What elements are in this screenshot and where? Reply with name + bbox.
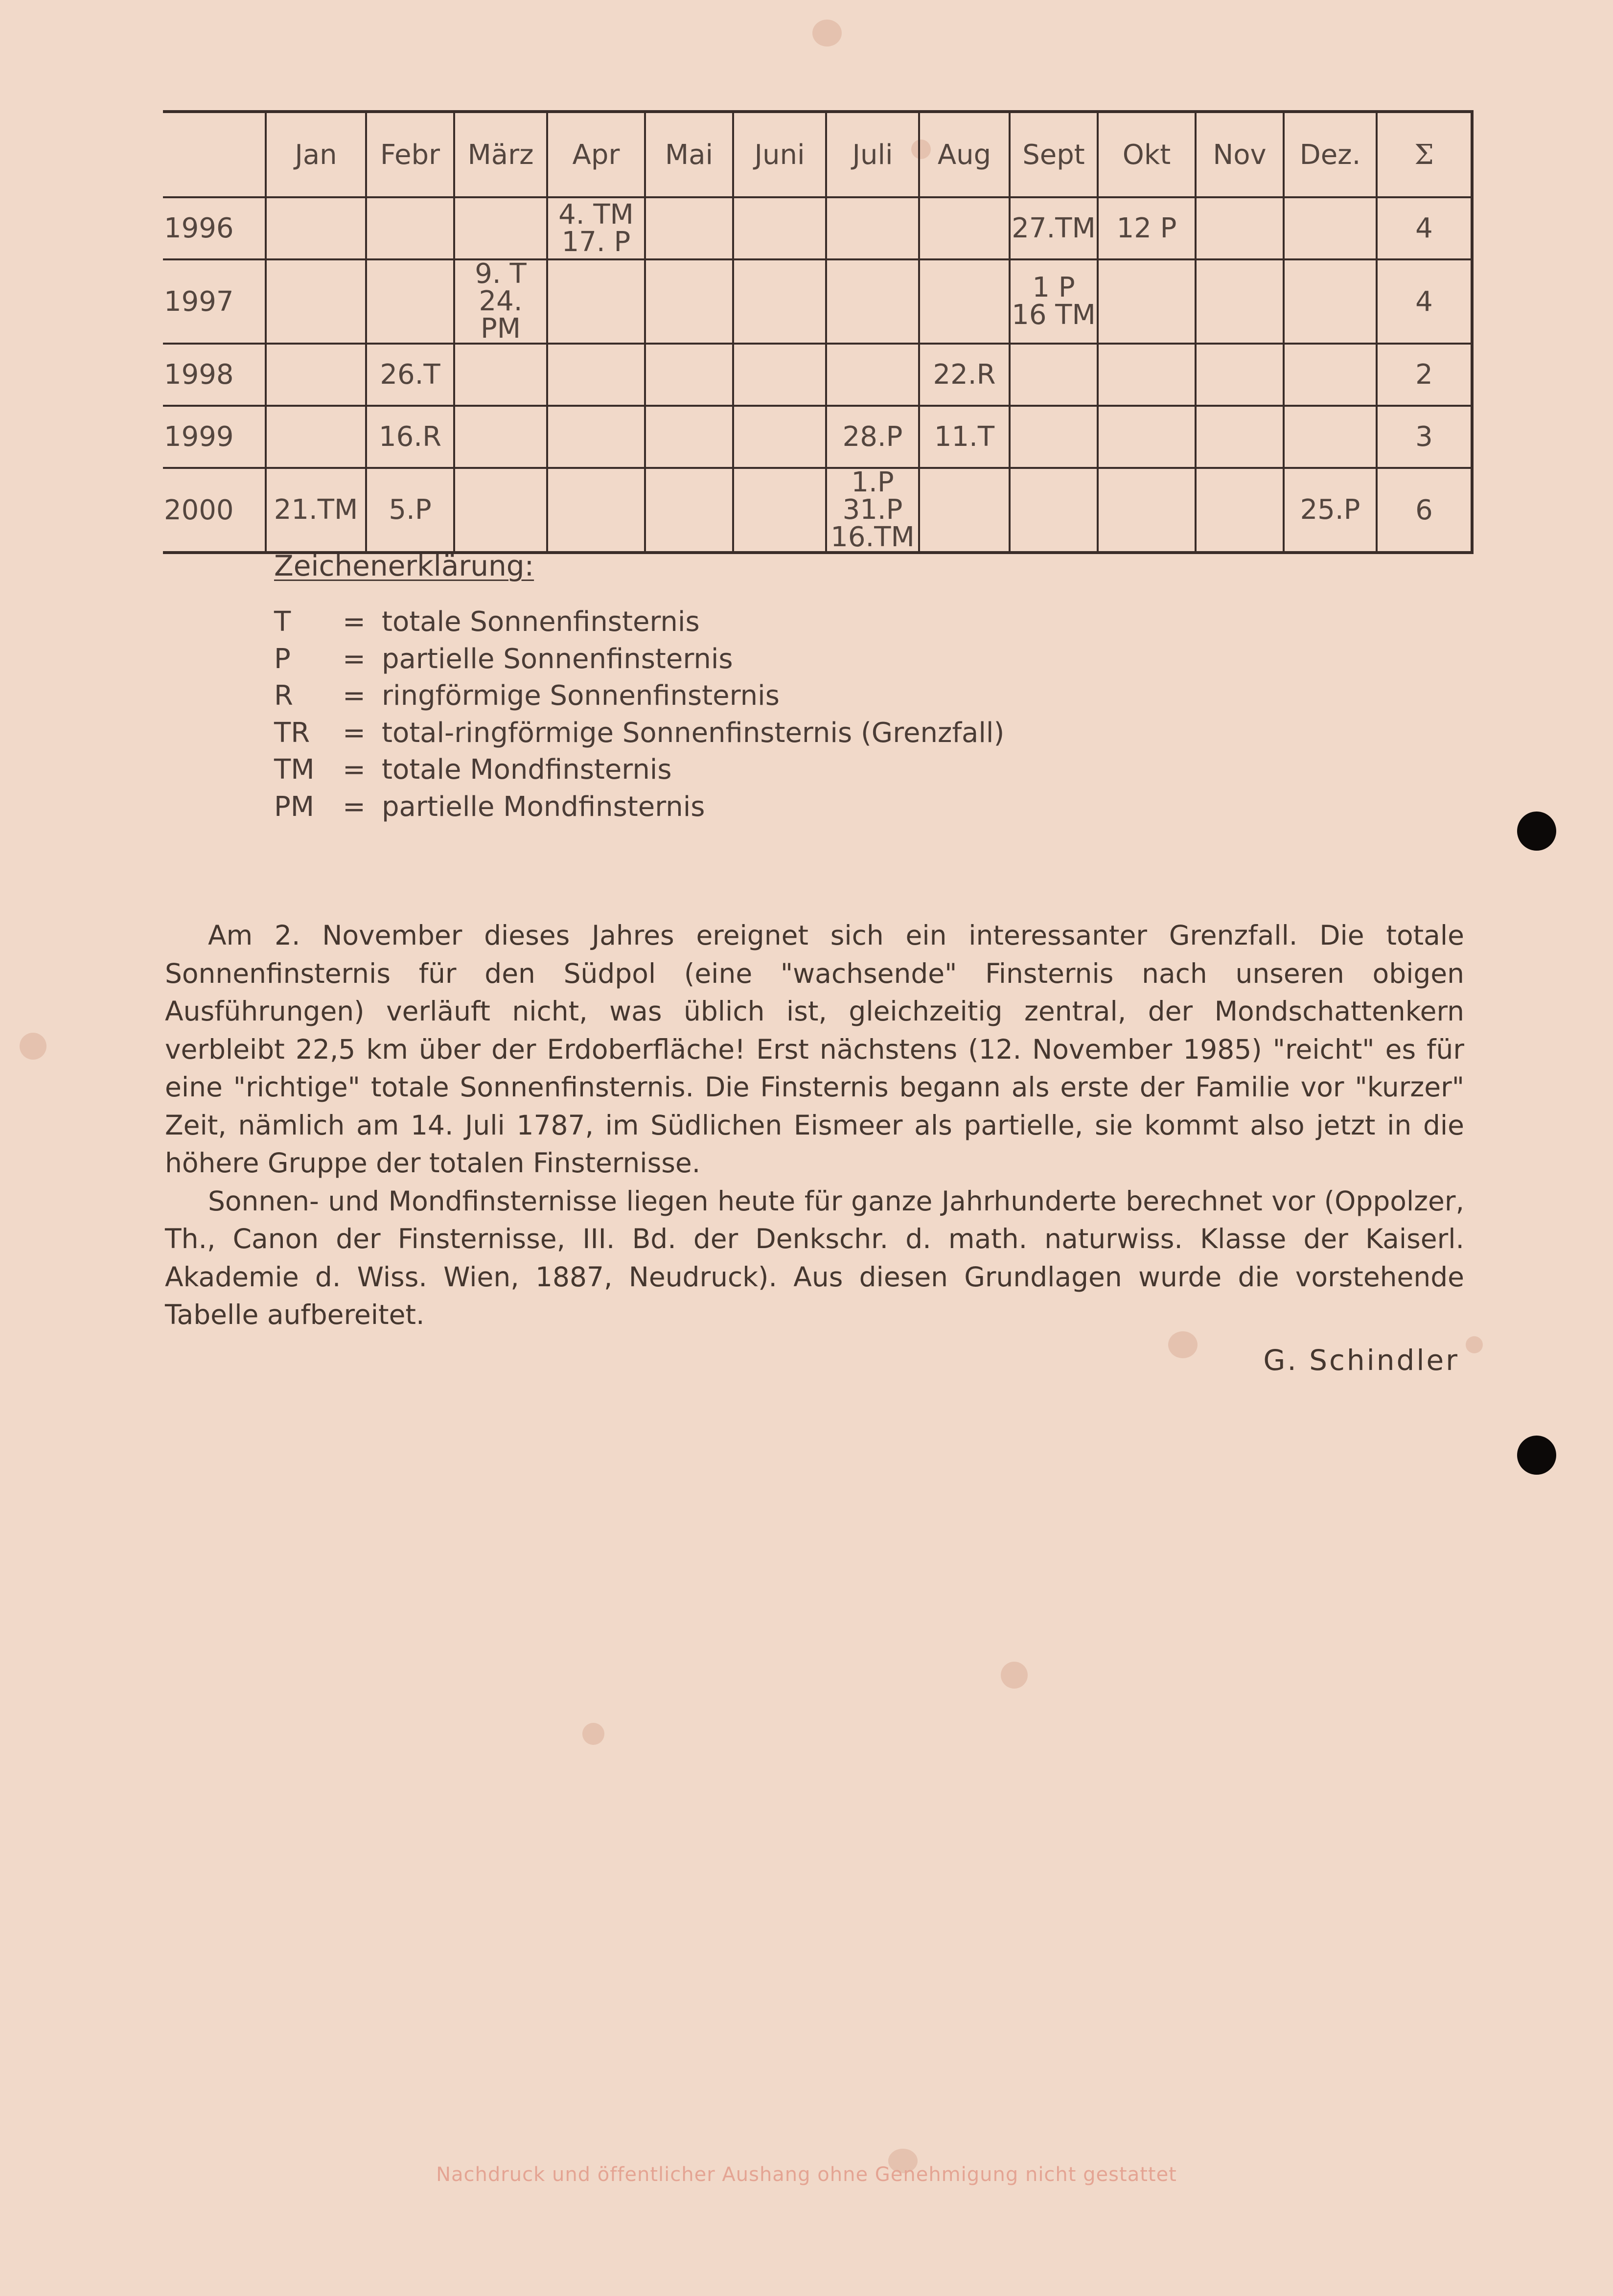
eclipse-cell <box>366 259 454 344</box>
month-header: Juni <box>733 112 826 197</box>
table-row <box>163 259 1472 344</box>
legend-item <box>274 606 1004 643</box>
eclipse-cell <box>366 344 454 406</box>
paper-speck <box>582 1723 604 1745</box>
eclipse-cell <box>919 468 1010 553</box>
eclipse-entry: 12 P <box>1116 212 1177 244</box>
sum-cell: 4 <box>1377 259 1472 344</box>
sum-cell: 4 <box>1377 197 1472 259</box>
legend-text: totale Sonnenfinsternis <box>382 606 700 638</box>
eclipse-cell <box>1196 259 1284 344</box>
legend <box>274 606 1004 828</box>
eclipse-cell <box>919 197 1010 259</box>
eclipse-cell <box>1196 197 1284 259</box>
eclipse-cell <box>1010 468 1098 553</box>
eclipse-cell <box>454 406 547 468</box>
eclipse-entry: 5.P <box>389 494 432 526</box>
eclipse-cell <box>645 259 733 344</box>
paper-speck <box>1466 1336 1483 1353</box>
sum-header: Σ <box>1377 112 1472 197</box>
eclipse-cell <box>1098 468 1196 553</box>
year-cell: 1999 <box>163 406 266 468</box>
eclipse-entry: 1.P 31.P <box>842 466 903 526</box>
month-header: Apr <box>547 112 645 197</box>
eclipse-entry: 22.R <box>933 358 996 391</box>
eclipse-cell <box>1010 344 1098 406</box>
eclipse-cell <box>1284 468 1377 553</box>
article-text <box>165 917 1464 1334</box>
eclipse-cell <box>1196 406 1284 468</box>
legend-item <box>274 791 1004 828</box>
legend-abbr: P <box>274 643 291 675</box>
eclipse-entry: 26.T <box>380 358 440 391</box>
year-cell: 1997 <box>163 259 266 344</box>
month-header: Juli <box>826 112 919 197</box>
month-header: Aug <box>919 112 1010 197</box>
eclipse-cell <box>645 406 733 468</box>
copyright-footer: Nachdruck und öffentlicher Aushang ohne Genehmigung nicht gestattet <box>436 2163 1177 2186</box>
eclipse-cell <box>1098 259 1196 344</box>
eclipse-table <box>163 110 1474 554</box>
punch-hole <box>1517 812 1556 851</box>
eclipse-cell <box>826 406 919 468</box>
eclipse-cell <box>1010 406 1098 468</box>
legend-text: partielle Sonnenfinsternis <box>382 643 733 675</box>
eclipse-entry: 16.TM <box>830 521 915 553</box>
eclipse-cell <box>266 344 366 406</box>
legend-item <box>274 717 1004 754</box>
eclipse-cell <box>1196 344 1284 406</box>
table-row <box>163 406 1472 468</box>
eclipse-cell <box>919 344 1010 406</box>
table-body <box>163 197 1472 553</box>
paragraph: Am 2. November dieses Jahres ereignet sich ein interessanter Grenzfall. Die totale Sonnenfinsternis für den Südpol (eine "wachsende" Finsternis nach unseren obigen Ausführungen) verläuft nicht, was üblich ist, gleichzeitig zentral, der Mondschattenkern verbleibt 22,5 km über der Erdoberfläche! Erst nächstens (12. November 1985) "reicht" es für eine "richtige" totale Sonnenfinsternis. Die Finsternis begann als erste der Familie vor "kurzer" Zeit, nämlich am 14. Juli 1787, im Südlichen Eismeer als partielle, sie kommt also jetzt in die höhere Gruppe der totalen Finsternisse. <box>165 920 1464 1179</box>
eclipse-cell <box>547 344 645 406</box>
eclipse-cell <box>1284 344 1377 406</box>
sum-cell: 2 <box>1377 344 1472 406</box>
eclipse-cell <box>919 259 1010 344</box>
eclipse-cell <box>547 406 645 468</box>
eclipse-cell <box>266 406 366 468</box>
eclipse-entry: 25.P <box>1300 494 1360 526</box>
eclipse-cell <box>826 197 919 259</box>
month-header: Mai <box>645 112 733 197</box>
eclipse-cell <box>1284 197 1377 259</box>
eclipse-cell <box>366 406 454 468</box>
eclipse-cell <box>645 344 733 406</box>
month-header: Jan <box>266 112 366 197</box>
eclipse-cell <box>454 197 547 259</box>
month-header: März <box>454 112 547 197</box>
table-row <box>163 197 1472 259</box>
eclipse-cell <box>1284 259 1377 344</box>
legend-text: totale Mondfinsternis <box>382 754 672 786</box>
legend-equals: = <box>343 606 366 638</box>
eclipse-cell <box>266 468 366 553</box>
eclipse-cell <box>547 259 645 344</box>
legend-item <box>274 680 1004 717</box>
sum-cell: 6 <box>1377 468 1472 553</box>
eclipse-cell <box>454 468 547 553</box>
eclipse-cell <box>733 468 826 553</box>
month-header: Nov <box>1196 112 1284 197</box>
month-header: Febr <box>366 112 454 197</box>
eclipse-cell <box>733 197 826 259</box>
legend-equals: = <box>343 790 366 823</box>
eclipse-cell <box>1010 259 1098 344</box>
eclipse-cell <box>733 259 826 344</box>
eclipse-cell <box>1098 197 1196 259</box>
eclipse-cell <box>266 259 366 344</box>
legend-abbr: TR <box>274 717 310 749</box>
paper-speck <box>812 20 842 46</box>
author-signature: G. Schindler <box>1263 1344 1459 1377</box>
eclipse-cell <box>366 468 454 553</box>
eclipse-cell <box>645 468 733 553</box>
eclipse-cell <box>733 344 826 406</box>
eclipse-entry: 1 P <box>1032 272 1075 303</box>
eclipse-entry: 21.TM <box>274 494 358 526</box>
table-row <box>163 344 1472 406</box>
eclipse-cell <box>733 406 826 468</box>
eclipse-entry: 17. P <box>561 226 631 258</box>
year-cell: 2000 <box>163 468 266 553</box>
legend-text: total-ringförmige Sonnenfinsternis (Grenzfall) <box>382 717 1005 749</box>
eclipse-cell <box>826 259 919 344</box>
legend-equals: = <box>343 680 366 712</box>
table-header-row <box>163 112 1472 197</box>
legend-text: partielle Mondfinsternis <box>382 790 705 823</box>
eclipse-entry: 11.T <box>934 420 995 453</box>
eclipse-cell <box>547 197 645 259</box>
corner-cell <box>163 112 266 197</box>
eclipse-entry: 4. TM <box>558 198 634 231</box>
legend-equals: = <box>343 754 366 786</box>
year-cell: 1996 <box>163 197 266 259</box>
legend-equals: = <box>343 643 366 675</box>
eclipse-cell <box>645 197 733 259</box>
month-header: Okt <box>1098 112 1196 197</box>
sum-cell: 3 <box>1377 406 1472 468</box>
table-row <box>163 468 1472 553</box>
year-cell: 1998 <box>163 344 266 406</box>
eclipse-cell <box>826 344 919 406</box>
eclipse-cell <box>266 197 366 259</box>
eclipse-cell <box>1010 197 1098 259</box>
month-header: Dez. <box>1284 112 1377 197</box>
paragraph: Sonnen- und Mondfinsternisse liegen heute für ganze Jahrhunderte berechnet vor (Oppolzer, Th., Canon der Finsternisse, III. Bd. der Denkschr. d. math. naturwiss. Klasse der Kaiserl. Akademie d. Wiss. Wien, 1887, Neudruck). Aus diesen Grundlagen wurde die vorstehende Tabelle aufbereitet. <box>165 1185 1464 1330</box>
legend-abbr: R <box>274 680 293 712</box>
eclipse-cell <box>547 468 645 553</box>
eclipse-entry: 9. T <box>475 258 527 290</box>
punch-hole <box>1517 1436 1556 1475</box>
paper-speck <box>1168 1331 1198 1358</box>
eclipse-entry: 27.TM <box>1012 212 1096 244</box>
legend-text: ringförmige Sonnenfinsternis <box>382 680 780 712</box>
paper-speck <box>1001 1662 1028 1689</box>
legend-item <box>274 643 1004 680</box>
eclipse-cell <box>1196 468 1284 553</box>
eclipse-cell <box>826 468 919 553</box>
legend-equals: = <box>343 717 366 749</box>
eclipse-cell <box>454 259 547 344</box>
eclipse-entry: 24. PM <box>479 285 523 345</box>
paper-speck <box>20 1033 46 1060</box>
legend-abbr: TM <box>274 754 315 786</box>
eclipse-cell <box>1098 344 1196 406</box>
eclipse-entry: 16.R <box>379 420 441 453</box>
eclipse-cell <box>919 406 1010 468</box>
legend-title: Zeichenerklärung: <box>274 549 534 582</box>
eclipse-cell <box>454 344 547 406</box>
eclipse-entry: 28.P <box>842 420 903 453</box>
legend-abbr: PM <box>274 790 315 823</box>
eclipse-cell <box>1098 406 1196 468</box>
eclipse-entry: 16 TM <box>1012 299 1096 331</box>
month-header: Sept <box>1010 112 1098 197</box>
legend-item <box>274 754 1004 791</box>
eclipse-cell <box>366 197 454 259</box>
eclipse-cell <box>1284 406 1377 468</box>
legend-abbr: T <box>274 606 291 638</box>
